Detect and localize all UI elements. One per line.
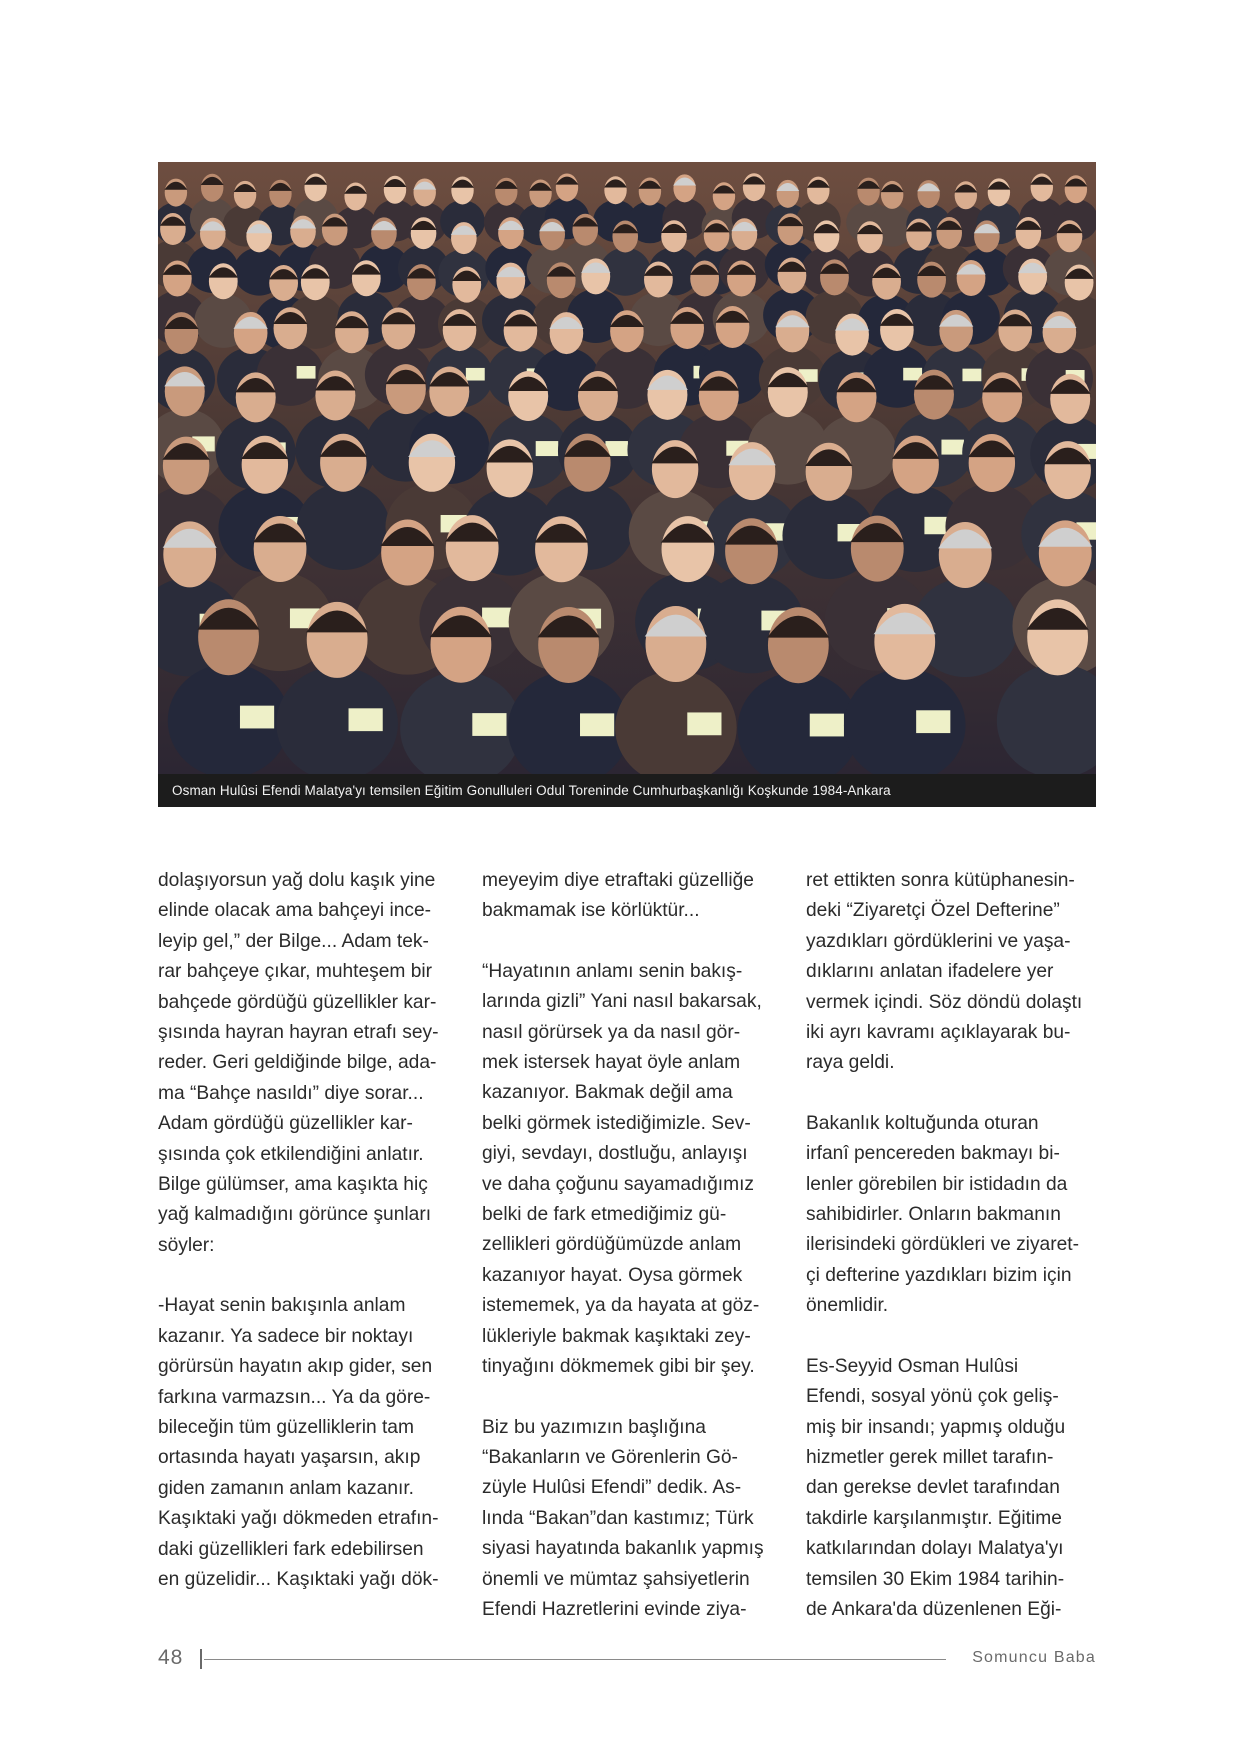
paragraph: Biz bu yazımızın başlığına “Bakanların ve Görenlerin Gö- züyle Hulûsi Efendi” dedik. As- lında “Bakan”dan kastımız; Türk siyasi hayatında bakanlık yapmış önemli ve mümtaz şahsiyetlerin Efendi Hazretlerini evinde ziya-: [482, 1416, 764, 1620]
paragraph: Es-Seyyid Osman Hulûsi Efendi, sosyal yönü çok geliş- miş bir insandı; yapmış olduğu hizmetler gerek millet tarafın- dan gerekse devlet tarafından takdirle karşılanmıştır. Eğitime katkılarından dolayı Malatya'yı temsilen 30 Ekim 1984 tarihin- de Ankara'da düzenlenen Eği-: [806, 1355, 1066, 1620]
text-column-2: [482, 866, 764, 1625]
paragraph: -Hayat senin bakışınla anlam kazanır. Ya sadece bir noktayı görürsün hayatın akıp gider, sen farkına varmazsın... Ya da göre- bileceğin tüm güzelliklerin tam ortasında hayatı yaşarsın, akıp giden zamanın anlam kazanır. Kaşıktaki yağı dökmeden etrafın- daki güzellikleri fark edebilirsen en güzelidir... Kaşıktaki yağı dök-: [158, 1295, 439, 1590]
page-footer: [158, 1646, 1096, 1670]
text-column-3: [806, 866, 1096, 1625]
paragraph: meyeyim diye etraftaki güzelliğe bakmamak ise körlüktür...: [482, 870, 754, 922]
photo-caption: Osman Hulûsi Efendi Malatya'yı temsilen Eğitim Gonulluleri Odul Toreninde Cumhurbaşkanlığı Koşkunde 1984-Ankara: [158, 774, 1096, 807]
paragraph: ret ettikten sonra kütüphanesin- deki “Ziyaretçi Özel Defterine” yazdıkları gördüklerini ve yaşa- dıklarını anlatan ifadelere yer vermek içindi. Söz döndü dolaştı iki ayrı kavramı açıklayarak bu- raya geldi.: [806, 870, 1083, 1074]
group-photo: [158, 162, 1096, 807]
paragraph: dolaşıyorsun yağ dolu kaşık yine elinde olacak ama bahçeyi ince- leyip gel,” der Bilge... Adam tek- rar bahçeye çıkar, muhteşem bir bahçede gördüğü güzellikler kar- şısında hayran hayran etrafı sey- reder. Geri geldiğinde bilge, ada- ma “Bahçe nasıldı” diye sorar... Adam gördüğü güzellikler kar- şısında çok etkilendiğini anlatır. Bilge gülümser, ama kaşıkta hiç yağ kalmadığını görünce şunları söyler:: [158, 870, 439, 1256]
footer-divider: [200, 1649, 202, 1669]
page-number: 48: [158, 1646, 184, 1669]
crowd-photo-illustration: [158, 162, 1096, 774]
paragraph: Bakanlık koltuğunda oturan irfanî pencereden bakmayı bi- lenler görebilen bir istidadın da sahibidirler. Onların bakmanın ilerisindeki gördükleri ve ziyaret- çi defterine yazdıkları bizim için önemlidir.: [806, 1112, 1079, 1317]
text-column-1: [158, 866, 440, 1595]
magazine-name: Somuncu Baba: [972, 1649, 1096, 1666]
paragraph: “Hayatının anlamı senin bakış- larında gizli” Yani nasıl bakarsak, nasıl görürsek ya da nasıl gör- mek istersek hayat öyle anlam kazanıyor. Bakmak değil ama belki görmek istediğimizle. Sev- giyi, sevdayı, dostluğu, anlayışı ve daha çoğunu sayamadığımız belki de fark etmediğimiz gü- zellikleri gördüğümüzde anlam kazanıyor hayat. Oysa görmek istememek, ya da hayata at göz- lükleriyle bakmak kaşıktaki zey- tinyağını dökmemek gibi bir şey.: [482, 960, 762, 1378]
footer-rule: [204, 1659, 946, 1660]
